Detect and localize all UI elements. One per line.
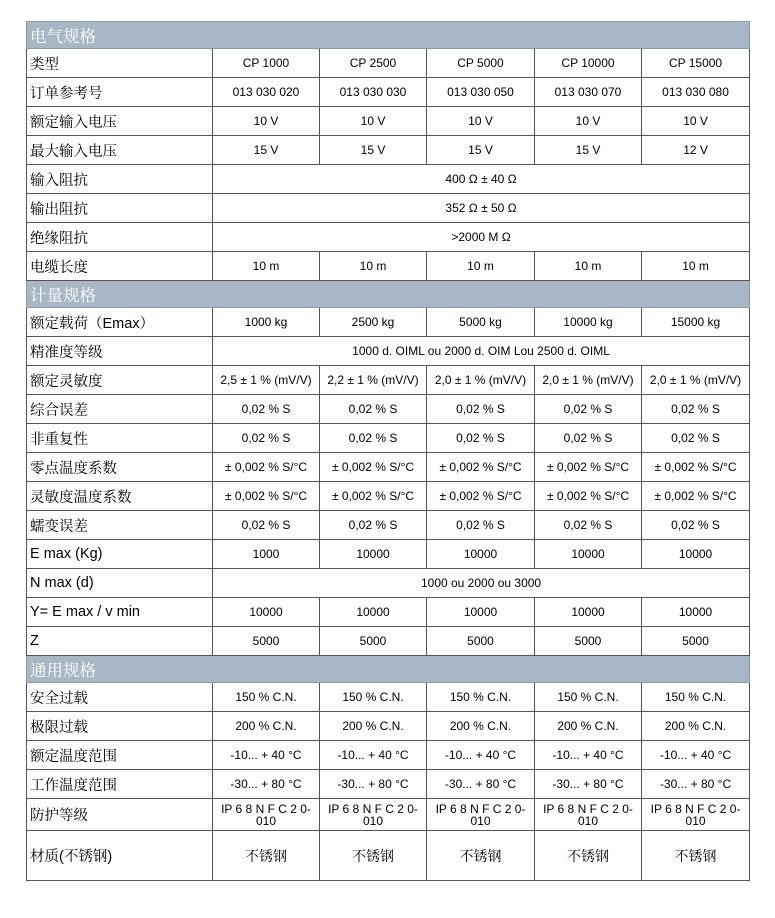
value-cell: CP 15000 [642,49,750,78]
value-cell: 10 V [535,107,642,136]
value-cell: 0,02 % S [427,424,535,453]
row-label: 蠕变误差 [27,511,213,540]
value-cell: 10000 [427,598,535,627]
row-label: 安全过载 [27,683,213,712]
value-cell: 200 % C.N. [213,712,320,741]
value-cell: 10000 [427,540,535,569]
row-label: N max (d) [27,569,213,598]
value-cell: 013 030 050 [427,78,535,107]
spec-row [27,366,750,395]
value-cell: 150 % C.N. [427,683,535,712]
value-cell: 10 V [320,107,427,136]
value-cell: 15 V [427,136,535,165]
value-cell: 2,0 ± 1 % (mV/V) [642,366,750,395]
value-cell: IP 6 8 N F C 2 0-010 [427,799,535,831]
value-cell: 0,02 % S [642,424,750,453]
value-cell: 1000 kg [213,308,320,337]
value-cell: 不锈钢 [427,831,535,881]
value-cell: 不锈钢 [642,831,750,881]
value-cell: CP 10000 [535,49,642,78]
value-cell: 10000 [642,598,750,627]
row-label: Z [27,627,213,656]
value-cell: 10 m [642,252,750,281]
row-label: 零点温度系数 [27,453,213,482]
value-cell: -10... + 40 °C [320,741,427,770]
value-cell: 0,02 % S [320,395,427,424]
value-cell: 不锈钢 [320,831,427,881]
row-label: 额定载荷（Emax） [27,308,213,337]
value-cell: 5000 [535,627,642,656]
value-cell: 5000 [213,627,320,656]
value-cell: ± 0,002 % S/°C [213,482,320,511]
value-cell: 013 030 070 [535,78,642,107]
spec-row [27,194,750,223]
value-cell: 15 V [535,136,642,165]
value-cell: ± 0,002 % S/°C [213,453,320,482]
value-cell: ± 0,002 % S/°C [642,453,750,482]
row-label: 工作温度范围 [27,770,213,799]
value-cell: -10... + 40 °C [642,741,750,770]
value-cell: 0,02 % S [213,395,320,424]
spec-row [27,741,750,770]
value-cell: 200 % C.N. [535,712,642,741]
value-cell: 10 V [642,107,750,136]
row-label: 防护等级 [27,799,213,831]
row-label: 额定灵敏度 [27,366,213,395]
value-cell: 0,02 % S [213,424,320,453]
value-cell: 0,02 % S [642,511,750,540]
value-cell: ± 0,002 % S/°C [320,482,427,511]
value-cell: -30... + 80 °C [535,770,642,799]
value-cell: 10 m [427,252,535,281]
row-label: 额定输入电压 [27,107,213,136]
value-cell: 150 % C.N. [320,683,427,712]
row-label: 灵敏度温度系数 [27,482,213,511]
value-cell: 200 % C.N. [320,712,427,741]
value-cell: -10... + 40 °C [427,741,535,770]
spec-row [27,165,750,194]
spec-row [27,770,750,799]
value-cell: 15 V [213,136,320,165]
spec-row [27,799,750,831]
row-label: 绝缘阻抗 [27,223,213,252]
value-cell: 10 V [213,107,320,136]
value-cell: 013 030 020 [213,78,320,107]
value-cell: 10 m [535,252,642,281]
section-title: 电气规格 [27,22,750,49]
section-header [27,22,750,49]
section-title: 通用规格 [27,656,750,683]
value-cell: ± 0,002 % S/°C [535,482,642,511]
value-cell: 不锈钢 [535,831,642,881]
value-cell: 0,02 % S [320,511,427,540]
row-label: 输出阻抗 [27,194,213,223]
value-cell: 10 m [320,252,427,281]
value-cell: 0,02 % S [213,511,320,540]
value-cell: 10 m [213,252,320,281]
value-cell: 013 030 080 [642,78,750,107]
value-cell: 0,02 % S [427,395,535,424]
value-cell: 2500 kg [320,308,427,337]
spec-row [27,683,750,712]
spec-table-body [27,22,750,881]
value-cell: 5000 [642,627,750,656]
value-cell: 10000 [535,598,642,627]
merged-value-cell: >2000 M Ω [213,223,750,252]
value-cell: 10000 kg [535,308,642,337]
value-cell: 2,5 ± 1 % (mV/V) [213,366,320,395]
value-cell: 2,0 ± 1 % (mV/V) [427,366,535,395]
value-cell: 15000 kg [642,308,750,337]
merged-value-cell: 352 Ω ± 50 Ω [213,194,750,223]
value-cell: 10000 [320,598,427,627]
value-cell: 0,02 % S [535,511,642,540]
value-cell: 0,02 % S [642,395,750,424]
row-label: 精准度等级 [27,337,213,366]
value-cell: -10... + 40 °C [535,741,642,770]
value-cell: ± 0,002 % S/°C [642,482,750,511]
value-cell: 10 V [427,107,535,136]
value-cell: IP 6 8 N F C 2 0-010 [320,799,427,831]
value-cell: -30... + 80 °C [320,770,427,799]
spec-row [27,712,750,741]
row-label: 额定温度范围 [27,741,213,770]
row-label: 最大输入电压 [27,136,213,165]
value-cell: 0,02 % S [535,424,642,453]
value-cell: ± 0,002 % S/°C [427,482,535,511]
spec-row [27,308,750,337]
value-cell: 不锈钢 [213,831,320,881]
merged-value-cell: 1000 ou 2000 ou 3000 [213,569,750,598]
value-cell: 12 V [642,136,750,165]
section-header [27,656,750,683]
value-cell: 013 030 030 [320,78,427,107]
value-cell: 200 % C.N. [642,712,750,741]
spec-row [27,540,750,569]
spec-row [27,511,750,540]
merged-value-cell: 400 Ω ± 40 Ω [213,165,750,194]
value-cell: 5000 [427,627,535,656]
value-cell: 150 % C.N. [213,683,320,712]
section-header [27,281,750,308]
value-cell: ± 0,002 % S/°C [320,453,427,482]
row-label: 类型 [27,49,213,78]
value-cell: -10... + 40 °C [213,741,320,770]
value-cell: 5000 kg [427,308,535,337]
value-cell: CP 1000 [213,49,320,78]
spec-row [27,482,750,511]
value-cell: 10000 [642,540,750,569]
value-cell: IP 6 8 N F C 2 0-010 [213,799,320,831]
spec-row [27,337,750,366]
value-cell: -30... + 80 °C [642,770,750,799]
row-label: 输入阻抗 [27,165,213,194]
value-cell: ± 0,002 % S/°C [535,453,642,482]
merged-value-cell: 1000 d. OIML ou 2000 d. OIM Lou 2500 d. OIML [213,337,750,366]
row-label: 综合误差 [27,395,213,424]
value-cell: 200 % C.N. [427,712,535,741]
value-cell: CP 2500 [320,49,427,78]
spec-row [27,453,750,482]
spec-row [27,78,750,107]
value-cell: IP 6 8 N F C 2 0-010 [642,799,750,831]
value-cell: 0,02 % S [427,511,535,540]
spec-row [27,107,750,136]
value-cell: 10000 [535,540,642,569]
section-title: 计量规格 [27,281,750,308]
value-cell: -30... + 80 °C [427,770,535,799]
row-label: E max (Kg) [27,540,213,569]
spec-row [27,569,750,598]
spec-row [27,223,750,252]
value-cell: 10000 [320,540,427,569]
value-cell: -30... + 80 °C [213,770,320,799]
value-cell: CP 5000 [427,49,535,78]
spec-row [27,424,750,453]
value-cell: 15 V [320,136,427,165]
value-cell: 0,02 % S [320,424,427,453]
value-cell: 150 % C.N. [535,683,642,712]
row-label: 订单参考号 [27,78,213,107]
spec-row [27,627,750,656]
value-cell: ± 0,002 % S/°C [427,453,535,482]
value-cell: 150 % C.N. [642,683,750,712]
row-label: 非重复性 [27,424,213,453]
spec-row [27,49,750,78]
spec-row [27,136,750,165]
row-label: 电缆长度 [27,252,213,281]
value-cell: 2,0 ± 1 % (mV/V) [535,366,642,395]
value-cell: 0,02 % S [535,395,642,424]
value-cell: 5000 [320,627,427,656]
spec-row [27,395,750,424]
value-cell: 2,2 ± 1 % (mV/V) [320,366,427,395]
spec-row [27,252,750,281]
row-label: 材质(不锈钢) [27,831,213,881]
value-cell: 1000 [213,540,320,569]
spec-row [27,831,750,881]
spec-table [26,21,750,881]
row-label: Y= E max / v min [27,598,213,627]
value-cell: IP 6 8 N F C 2 0-010 [535,799,642,831]
spec-row [27,598,750,627]
row-label: 极限过载 [27,712,213,741]
value-cell: 10000 [213,598,320,627]
